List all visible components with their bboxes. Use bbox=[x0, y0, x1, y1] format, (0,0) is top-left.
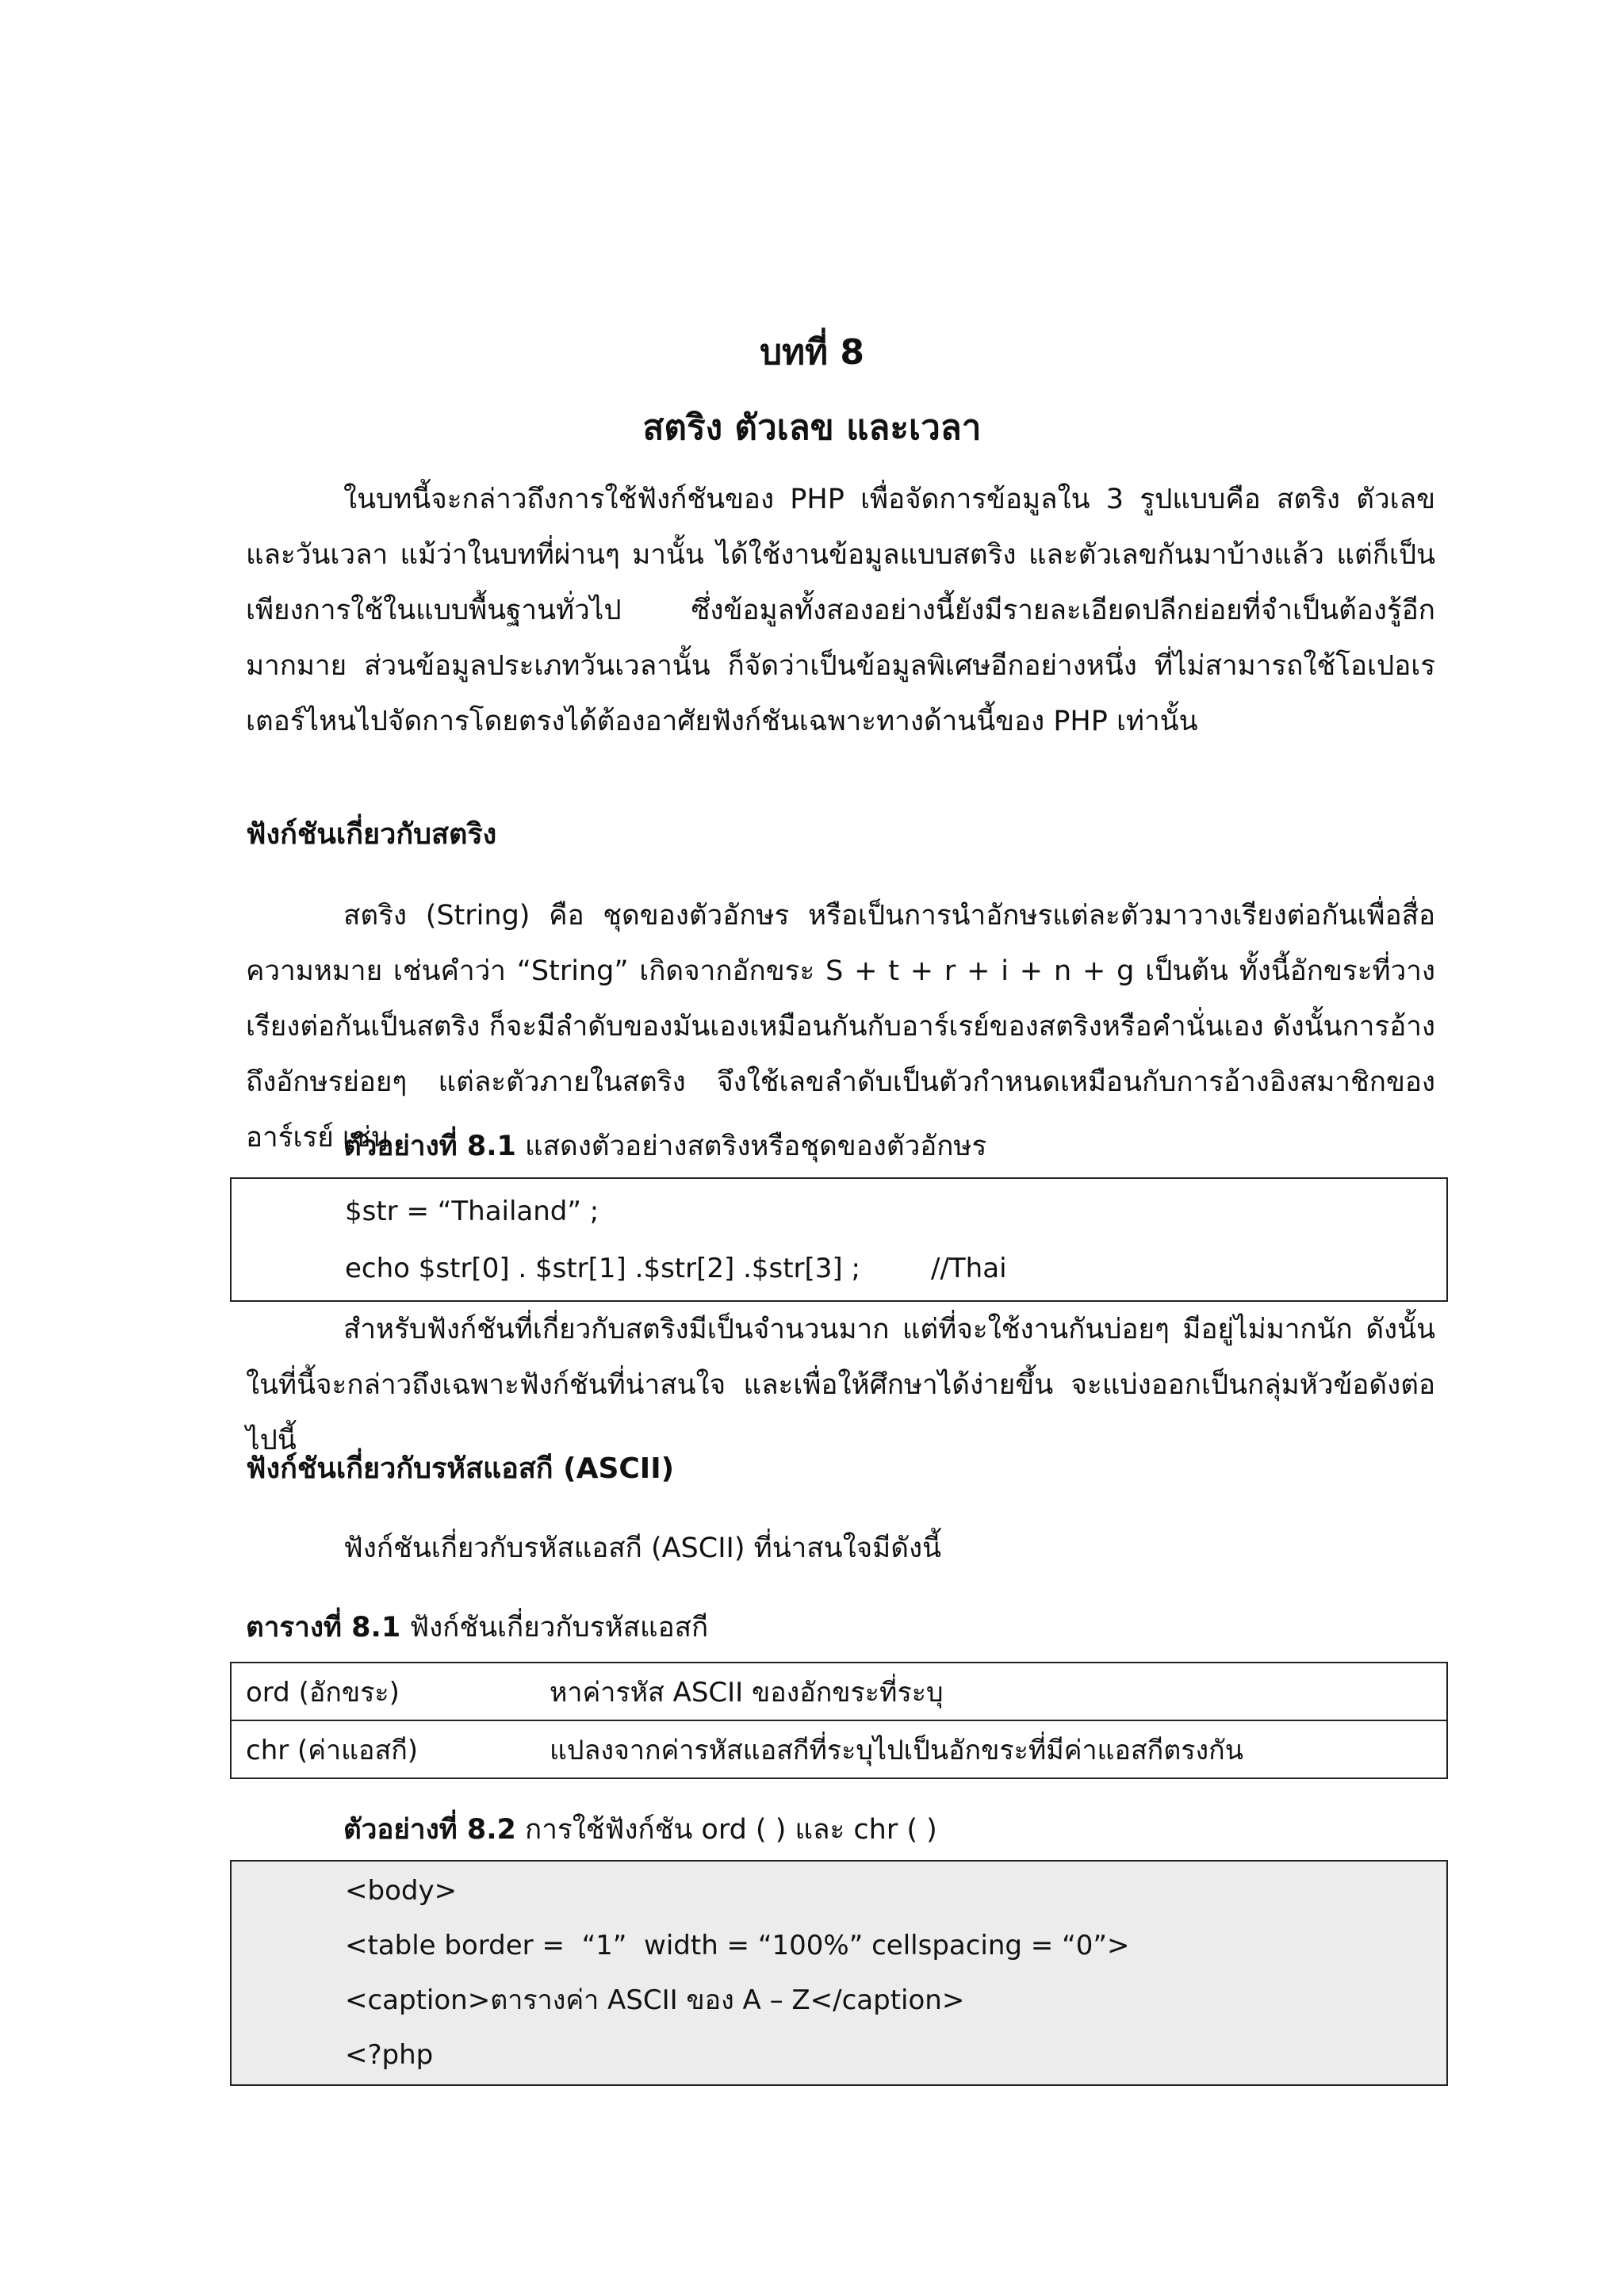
code-line: <?php bbox=[345, 2039, 434, 2071]
string-text: สตริง (String) คือ ชุดของตัวอักษร หรือเป็นการนำอักษรแต่ละตัวมาวางเรียงต่อกันเพื่อสื่อความหมาย เช่นคำว่า “String” เกิดจากอักขระ S + t + r + i + n + g เป็นต้น ทั้งนี้อักขระที่วางเรียงต่อกันเป็นสตริง ก็จะมีลำดับของมันเองเหมือนกันกับอาร์เรย์ของสตริงหรือคำนั่นเอง ดังนั้นการอ้างถึงอักษรย่อยๆ แต่ละตัวภายในสตริง จึงใช้เลขลำดับเป็นตัวกำหนดเหมือนกับการอ้างอิงสมาชิกของอาร์เรย์ เช่น bbox=[246, 900, 1435, 1154]
after-example-text: สำหรับฟังก์ชันที่เกี่ยวกับสตริงมีเป็นจำนวนมาก แต่ที่จะใช้งานกันบ่อยๆ มีอยู่ไม่มากนัก ดังนั้นในที่นี้จะกล่าวถึงเฉพาะฟังก์ชันที่น่าสนใจ และเพื่อให้ศึกษาได้ง่ายขึ้น จะแบ่งออกเป็นกลุ่มหัวข้อดังต่อไปนี้ bbox=[246, 1314, 1435, 1456]
table-1-label: ตารางที่ 8.1 bbox=[246, 1612, 401, 1644]
example-2-code-box bbox=[230, 1860, 1448, 2086]
after-example-paragraph bbox=[246, 1302, 1435, 1468]
example-1-code-box bbox=[230, 1177, 1448, 1302]
ascii-text: ฟังก์ชันเกี่ยวกับรหัสแอสกี (ASCII) ที่น่าสนใจมีดังนี้ bbox=[343, 1533, 941, 1564]
function-description-cell: แปลงจากค่ารหัสแอสกีที่ระบุไปเป็นอักขระที่มีค่าแอสกีตรงกัน bbox=[526, 1720, 1447, 1778]
table-row bbox=[231, 1720, 1447, 1778]
function-name-cell: ord (อักขระ) bbox=[231, 1663, 526, 1720]
code-line: <caption>ตารางค่า ASCII ของ A – Z</caption> bbox=[345, 1984, 965, 2016]
chapter-number: บทที่ 8 bbox=[760, 332, 864, 373]
intro-paragraph bbox=[246, 472, 1435, 749]
example-2-caption bbox=[343, 1806, 937, 1854]
code-line: $str = “Thailand” ; bbox=[345, 1196, 599, 1227]
intro-text: ในบทนี้จะกล่าวถึงการใช้ฟังก์ชันของ PHP เพื่อจัดการข้อมูลใน 3 รูปแบบคือ สตริง ตัวเลข และวันเวลา แม้ว่าในบทที่ผ่านๆ มานั้น ได้ใช้งานข้อมูลแบบสตริง และตัวเลขกันมาบ้างแล้ว แต่ก็เป็นเพียงการใช้ในแบบพื้นฐานทั่วไป ซึ่งข้อมูลทั้งสองอย่างนี้ยังมีรายละเอียดปลีกย่อยที่จำเป็นต้องรู้อีกมากมาย ส่วนข้อมูลประเภทวันเวลานั้น ก็จัดว่าเป็นข้อมูลพิเศษอีกอย่างหนึ่ง ที่ไม่สามารถใช้โอเปอเรเตอร์ไหนไปจัดการโดยตรงได้ต้องอาศัยฟังก์ชันเฉพาะทางด้านนี้ของ PHP เท่านั้น bbox=[246, 484, 1435, 737]
example-2-text: การใช้ฟังก์ชัน ord ( ) และ chr ( ) bbox=[515, 1814, 937, 1846]
code-line: echo $str[0] . $str[1] .$str[2] .$str[3] ; bbox=[345, 1253, 860, 1284]
ascii-function-table bbox=[230, 1662, 1448, 1779]
code-line: <body> bbox=[345, 1875, 458, 1907]
function-name-cell: chr (ค่าแอสกี) bbox=[231, 1720, 526, 1778]
example-1-text: แสดงตัวอย่างสตริงหรือชุดของตัวอักษร bbox=[515, 1131, 987, 1162]
section-heading-string: ฟังก์ชันเกี่ยวกับสตริง bbox=[246, 818, 497, 851]
section-heading-ascii: ฟังก์ชันเกี่ยวกับรหัสแอสกี (ASCII) bbox=[246, 1452, 675, 1485]
ascii-paragraph bbox=[246, 1521, 1435, 1576]
example-1-caption bbox=[343, 1123, 986, 1170]
table-row bbox=[231, 1663, 1447, 1720]
table-1-caption bbox=[246, 1604, 708, 1651]
function-description-cell: หาค่ารหัส ASCII ของอักขระที่ระบุ bbox=[526, 1663, 1447, 1720]
code-comment: //Thai bbox=[931, 1253, 1007, 1284]
code-line: <table border = “1” width = “100%” cellspacing = “0”> bbox=[345, 1930, 1130, 1961]
example-1-label: ตัวอย่างที่ 8.1 bbox=[343, 1131, 516, 1162]
table-1-text: ฟังก์ชันเกี่ยวกับรหัสแอสกี bbox=[400, 1612, 709, 1644]
example-2-label: ตัวอย่างที่ 8.2 bbox=[343, 1814, 516, 1846]
chapter-title: สตริง ตัวเลข และเวลา bbox=[642, 408, 982, 448]
